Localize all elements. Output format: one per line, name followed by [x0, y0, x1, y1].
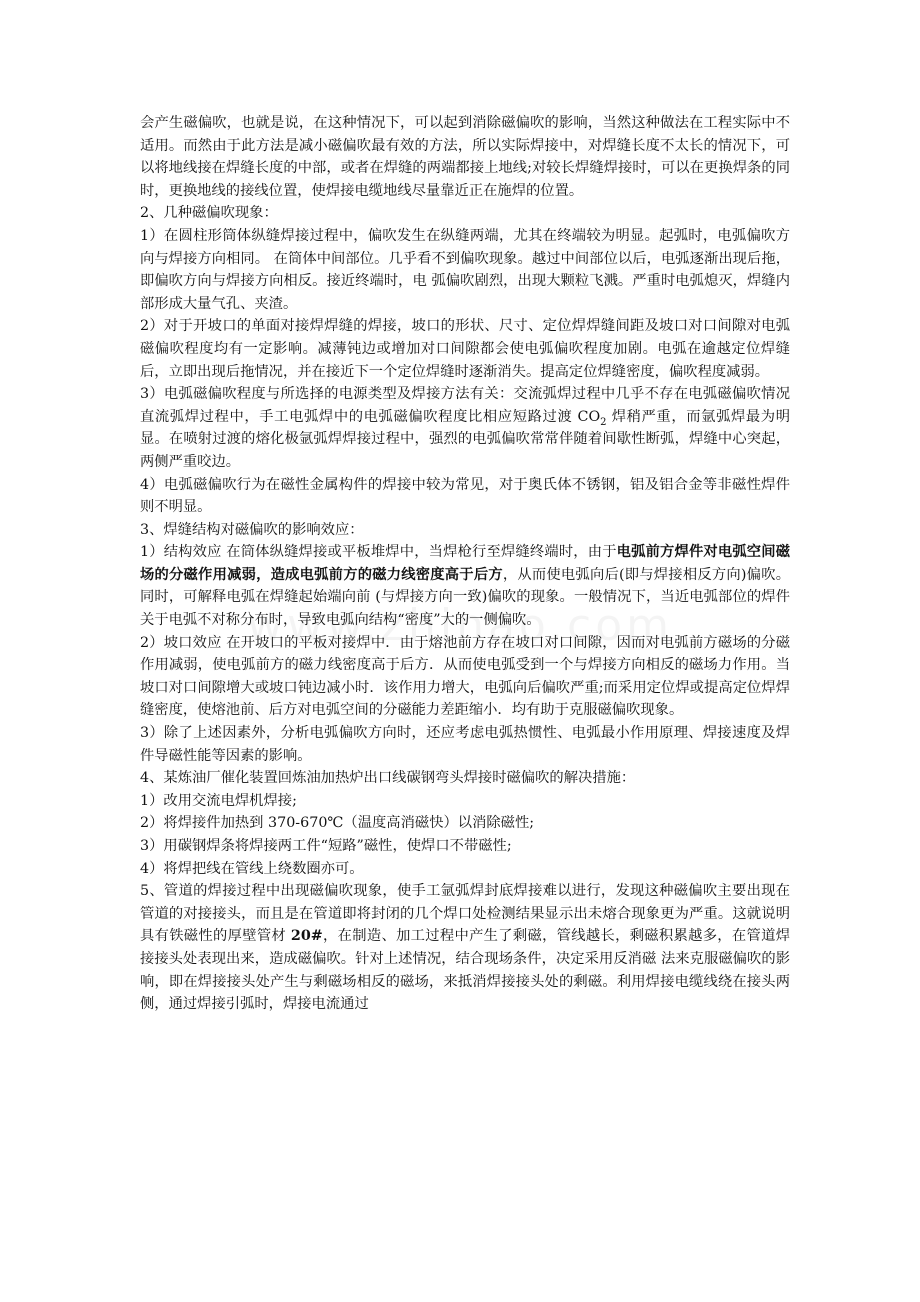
paragraph-5-bold: 20# — [290, 928, 323, 945]
measure-1: 1）改用交流电焊机焊接; — [140, 792, 297, 809]
paragraph-3-1 — [140, 541, 790, 631]
paragraph-2-1: 1）在圆柱形筒体纵缝焊接过程中，偏吹发生在纵缝两端，尤其在终端较为明显。起弧时，电弧偏吹方向与焊接方向相同。 在筒体中间部位。几乎看不到偏吹现象。越过中间部位以后，电弧逐渐出现后拖，即偏吹方向与焊接方向相反。接近终端时，电 弧偏吹剧烈，出现大颗粒飞溅。严重时电弧熄灭，焊缝内部形成大量气孔、夹渣。 — [140, 227, 790, 312]
paragraph-5 — [140, 880, 790, 1016]
paragraph-3-2: 2）坡口效应 在开坡口的平板对接焊中．由于熔池前方存在坡口对口间隙，因而对电弧前方磁场的分磁作用减弱，使电弧前方的磁力线密度高于后方．从而使电弧受到一个与焊接方向相反的磁场力作用。当坡口对口间隙增大或坡口钝边减小时．该作用力增大，电弧向后偏吹严重;而采用定位焊或提高定位焊焊缝密度，使熔池前、后方对电弧空间的分磁能力差距缩小．均有助于克服磁偏吹现象。 — [140, 634, 790, 719]
paragraph-3-3: 3）除了上述因素外，分析电弧偏吹方向时，还应考虑电弧热惯性、电弧最小作用原理、焊接速度及焊件导磁性能等因素的影响。 — [140, 725, 790, 764]
measure-4: 4）将焊把线在管线上绕数圈亦可。 — [140, 860, 364, 877]
co2-subscript: 2 — [600, 416, 607, 428]
section-heading-2: 2、几种磁偏吹现象： — [140, 205, 278, 222]
measure-3: 3）用碳钢焊条将焊接两工件“短路”磁性，使焊口不带磁性; — [140, 838, 512, 854]
paragraph-2-3-text-b: 焊稍严重，而氩弧焊最为明显。在喷射过渡的熔化极氩弧焊焊接过程中，强烈的电弧偏吹常常伴随着间歇性断弧，焊缝中心突起，两侧严重咬边。 — [140, 408, 790, 470]
paragraph-5-text-a: 5、管道的焊接过程中出现磁偏吹现象，使手工氩弧焊封底焊接难以进行，发现这种磁偏吹主要出现在管道的对接接头，而且是在管道即将封闭的几个焊口处检测结果显示出未熔合现象更为严重。这就说明具有铁磁性的厚壁管材 — [140, 883, 790, 945]
paragraph-3-1-bold: 电弧前方焊件对电弧空间磁场的分磁作用减弱，造成电弧前方的磁力线密度高于后方 — [140, 544, 791, 583]
paragraph-3-1-text-a: 1）结构效应 在筒体纵缝焊接或平板堆焊中，当焊枪行至焊缝终端时，由于 — [140, 544, 617, 561]
paragraph-2-3-text-a: 3）电弧磁偏吹程度与所选择的电源类型及焊接方法有关：交流弧焊过程中几乎不存在电弧磁偏吹情况直流弧焊过程中，手工电弧焊中的电弧磁偏吹程度比相应短路过渡 CO — [140, 386, 790, 425]
section-heading-4: 4、某炼油厂催化装置回炼油加热炉出口线碳钢弯头焊接时磁偏吹的解决措施： — [140, 770, 636, 787]
paragraph-intro: 会产生磁偏吹，也就是说，在这种情况下，可以起到消除磁偏吹的影响，当然这种做法在工程实际中不适用。而然由于此方法是减小磁偏吹最有效的方法，所以实际焊接中，对焊缝长度不太长的情况下，可以将地线接在焊缝长度的中部，或者在焊缝的两端都接上地线;对较长焊缝焊接时，可以在更换焊条的同时，更换地线的接线位置，使焊接电缆地线尽量靠近正在施焊的位置。 — [140, 115, 790, 199]
paragraph-3-1-text-b: ，从而使电弧向后(即与焊接相反方向)偏吹。同时，可解释电弧在焊缝起始端向前 (与焊接方向一致)偏吹的现象。一般情况下，当近电弧部位的焊件关于电弧不对称分布时，导致电弧向结构“密度”大的一侧偏吹。 — [140, 566, 791, 629]
measure-2: 2）将焊接件加热到 370-670℃（温度高消磁快）以消除磁性; — [140, 815, 535, 832]
document-body — [140, 112, 790, 1016]
paragraph-2-2: 2）对于开坡口的单面对接焊焊缝的焊接，坡口的形状、尺寸、定位焊焊缝间距及坡口对口间隙对电弧磁偏吹程度均有一定影响。减薄钝边或增加对口间隙都会使电弧偏吹程度加剧。电弧在逾越定位焊缝后，立即出现后拖情况，并在接近下一个定位焊缝时逐渐消失。提高定位焊缝密度，偏吹程度减弱。 — [140, 318, 790, 380]
section-heading-3: 3、焊缝结构对磁偏吹的影响效应： — [140, 521, 364, 538]
paragraph-5-text-b: ，在制造、加工过程中产生了剩磁，管线越长，剩磁积累越多，在管道焊接接头处表现出来，造成磁偏吹。针对上述情况，结合现场条件，决定采用反消磁 法来克服磁偏吹的影响，即在焊接接头处产生与剩磁场相反的磁场，来抵消焊接接头处的剩磁。利用焊接电缆线绕在接头两侧，通过焊接引弧时，焊接电流通过 — [140, 928, 791, 1013]
paragraph-2-3 — [140, 383, 790, 473]
paragraph-2-4: 4）电弧磁偏吹行为在磁性金属构件的焊接中较为常见，对于奥氏体不锈钢，铝及铝合金等非磁性焊件则不明显。 — [140, 476, 790, 516]
